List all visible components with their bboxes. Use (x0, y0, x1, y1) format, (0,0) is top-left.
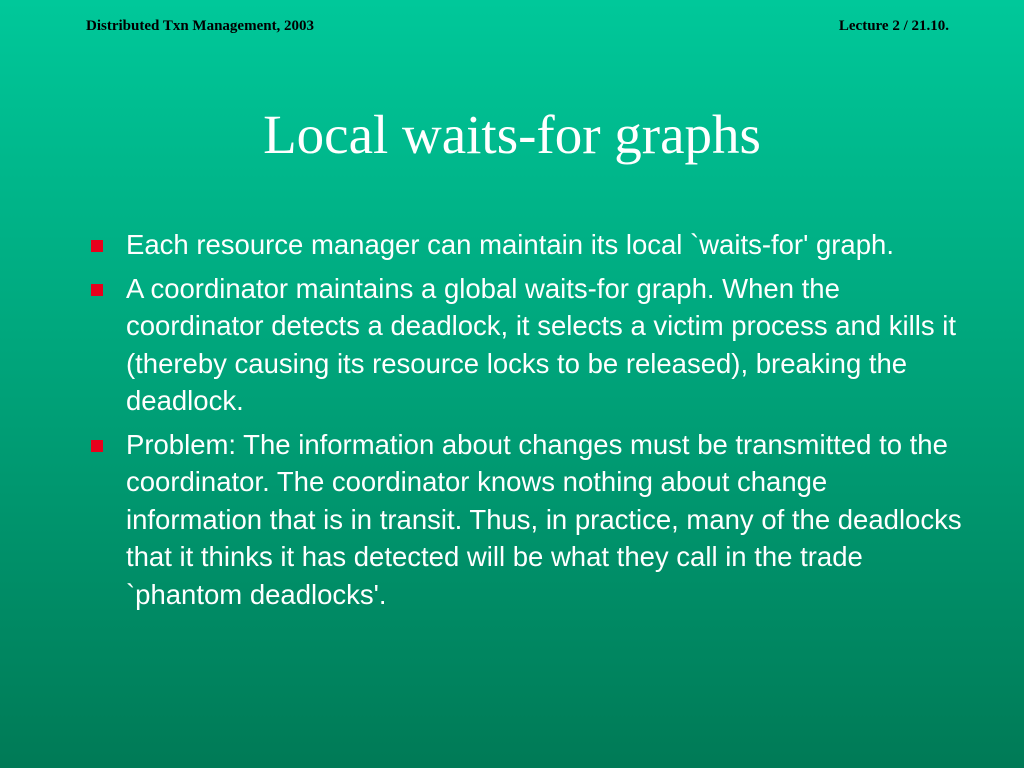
slide-title: Local waits-for graphs (263, 104, 761, 165)
red-square-bullet-icon (91, 440, 103, 452)
bullet-item (86, 270, 966, 420)
bullet-text: A coordinator maintains a global waits-for graph. When the coordinator detects a deadlock, it selects a victim process and kills it (thereby causing its resource locks to be released), breaking the deadlock. (126, 272, 956, 416)
bullet-text: Each resource manager can maintain its local `waits-for' graph. (126, 229, 894, 260)
red-square-bullet-icon (91, 240, 103, 252)
header-lecture-label: Lecture 2 / 21.10. (838, 18, 949, 34)
bullet-text: Problem: The information about changes must be transmitted to the coordinator. The coordinator knows nothing about change information that is in transit. Thus, in practice, many of the deadlocks that it thinks it has detected will be what they call in the trade `phantom deadlocks'. (126, 428, 962, 610)
header-course-label: Distributed Txn Management, 2003 (86, 18, 315, 34)
bullet-list (86, 226, 966, 619)
bullet-item (86, 426, 966, 614)
red-square-bullet-icon (91, 284, 103, 296)
bullet-item (86, 226, 966, 264)
